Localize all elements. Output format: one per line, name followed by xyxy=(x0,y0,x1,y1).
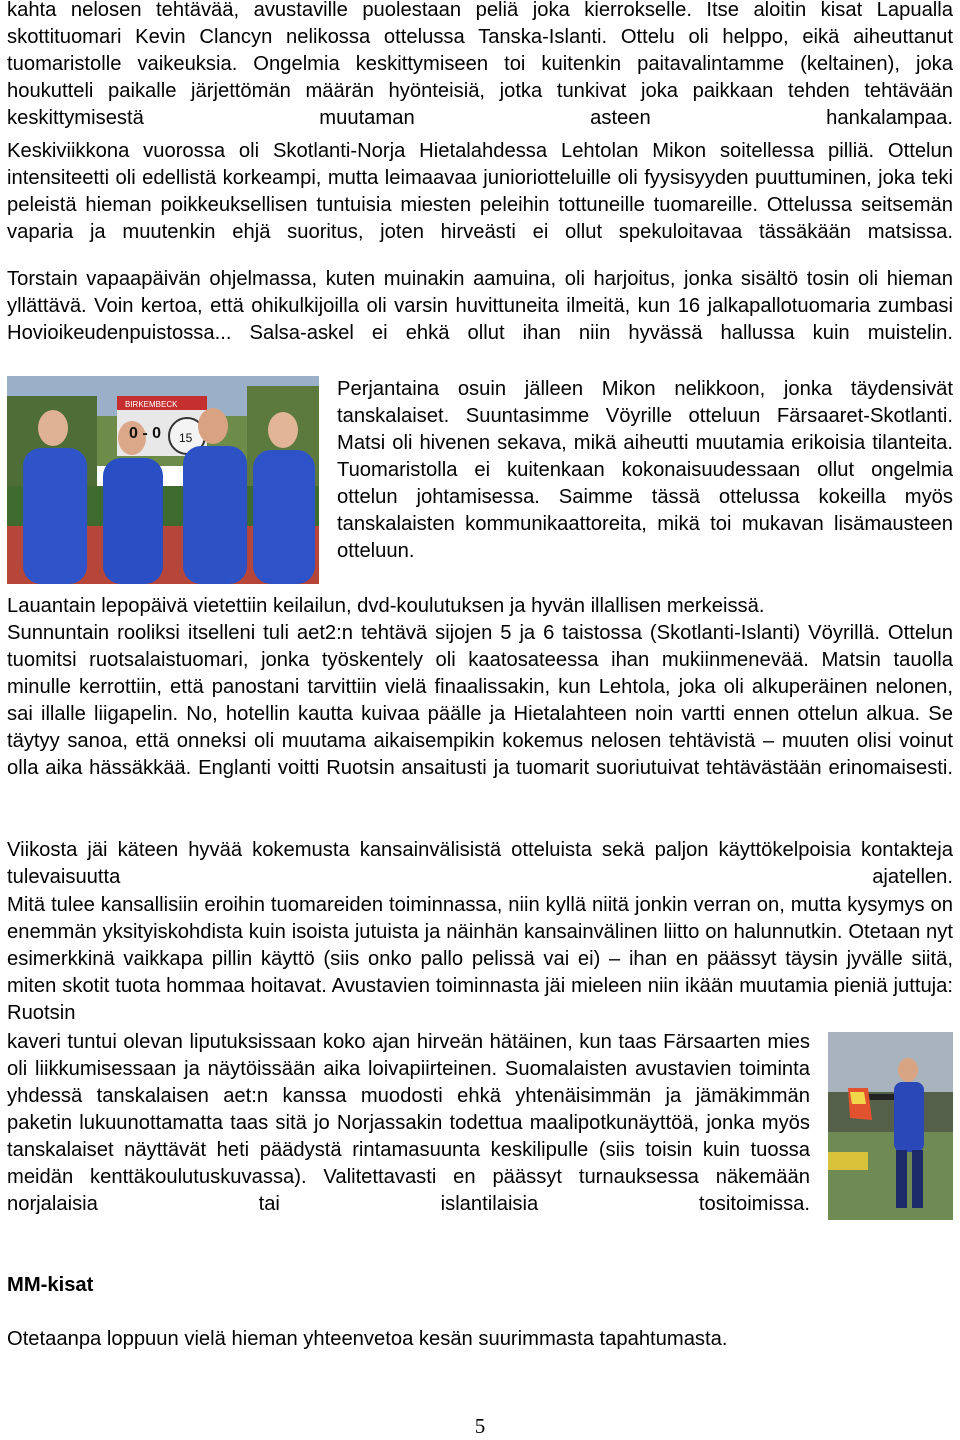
paragraph-summary: Viikosta jäi käteen hyvää kokemusta kansainvälisistä otteluista sekä paljon käyttökelpoisia kontakteja tulevaisuutta ajatellen. xyxy=(7,839,953,888)
section-heading: MM-kisat xyxy=(7,1274,94,1296)
scoreboard-clock: 15 xyxy=(179,431,193,445)
assistant-referee-photo xyxy=(828,1032,953,1220)
paragraph-differences: Mitä tulee kansallisiin eroihin tuomareiden toiminnassa, niin kyllä niitä jonkin verran on, mutta kysymys on enemmän yksityiskohdista kuin isoista jutuista ja näinhän kansainvälinen liitto on halunnutkin. Otetaan nyt esimerkkinä vaikkapa pillin käyttö (siis onko pallo pelissä vai ei) – ihan en päässyt täysin jyvälle siitä, miten skotit tuota hommaa hoitavat. Avustavien toiminnasta jäi mieleen niin ikään muutamia pieniä juttuja: Ruotsin xyxy=(7,894,953,1024)
paragraph-friday: Perjantaina osuin jälleen Mikon nelikkoon, jonka täydensivät tanskalaiset. Suuntasimme Vöyrille otteluun Färsaaret-Skotlanti. Matsi oli hivenen sekava, mikä aiheutti muutamia erikoisia tilanteita. Tuomaristolla ei kuitenkaan kokonaisuudessaan ollut ongelmia ottelun johtamisessa. Saimme tässä ottelussa kokeilla myös tanskalaisten kommunikaattoreita, mikä toi mukavan lisämausteen otteluun. xyxy=(337,378,953,562)
paragraph-tournament-start: kahta nelosen tehtävää, avustaville puolestaan peliä joka kierrokselle. Itse aloitin kisat Lapualla skottituomari Kevin Clancyn nelikossa ottelussa Tanska-Islanti. Ottelu oli helppo, eikä aiheuttanut tuomaristolle vaikeuksia. Ongelmia keskittymiseen toi kuitenkin paitavalintamme (keltainen), joka houkutteli paikalle järjettömän määrän hyönteisiä, jotka tunkivat joka paikkaan tehden tehtävään keskittymisestä muutaman asteen hankalampaa. xyxy=(7,0,953,129)
referees-photo xyxy=(7,376,319,584)
scoreboard-score: 0 - 0 xyxy=(129,425,162,442)
paragraph-closing: Otetaanpa loppuun vielä hieman yhteenvetoa kesän suurimmasta tapahtumasta. xyxy=(7,1328,728,1350)
paragraph-assistants: kaveri tuntui olevan liputuksissaan koko ajan hirveän hätäinen, kun taas Färsaarten mies oli liikkumisessaan ja näytöissään aika loivapiirteinen. Suomalaisten avustavien toiminta yhdessä tanskalaisen aet:n kanssa muodosti ehkä yhtenäisimmän ja jämäkimmän paketin lukuunottamatta taas sitä jo Norjassakin todettua maalipotkunäyttöä, jonka myös tanskalaiset näyttävät heti päädystä rintamasuunta keskilipulle (siis toisin kuin tuossa meidän kenttäkoulutuskuvassa). Valitettavasti en päässyt turnauksessa näkemään norjalaisia tai islantilaisia tositoimissa. xyxy=(7,1031,810,1215)
paragraph-wednesday: Keskiviikkona vuorossa oli Skotlanti-Norja Hietalahdessa Lehtolan Mikon soitellessa pilliä. Ottelun intensiteetti oli edellistä korkeampi, mutta leimaavaa junioriotteluille oli fyysisyyden puuttuminen, joka teki peleistä hieman poikkeuksellisen tuntuisia miesten peleihin tottuneille tuomareille. Ottelussa seitsemän vaparia ja muutenkin ehjä suoritus, joten hirveästi ei ollut spekuloitavaa tässäkään matsissa. xyxy=(7,140,953,243)
scoreboard-sign: BIRKEMBECK xyxy=(125,400,178,409)
paragraph-thursday: Torstain vapaapäivän ohjelmassa, kuten muinakin aamuina, oli harjoitus, jonka sisältö tosin oli hieman yllättävä. Voin kertoa, että ohikulkijoilla oli varsin huvittuneita ilmeitä, kun 16 jalkapallotuomaria zumbasi Hovioikeudenpuistossa... Salsa-askel ei ehkä ollut ihan niin hyvässä hallussa kuin muistelin. xyxy=(7,268,953,344)
paragraph-sunday: Sunnuntain rooliksi itselleni tuli aet2:n tehtävä sijojen 5 ja 6 taistossa (Skotlanti-Islanti) Vöyrillä. Ottelun tuomitsi ruotsalaistuomari, jonka työskentely oli kaatosateessa ihan mukiinmenevää. Matsin tauolla minulle kerrottiin, että panostani tarvittiin vielä finaalissakin, kun Lehtola, joka oli alkuperäinen nelonen, sai illalle liigapelin. No, hotellin kautta kuivaa päälle ja Hietalahteen noin vartti ennen ottelun alkua. Se täytyy sanoa, että onneksi oli muutama aikaisempikin kokemus nelosen tehtävistä – muuten olisi voinut olla aika hässäkkää. Englanti voitti Ruotsin ansaitusti ja tuomarit suoriutuivat tehtävästään erinomaisesti. xyxy=(7,622,953,779)
paragraph-saturday: Lauantain lepopäivä vietettiin keilailun, dvd-koulutuksen ja hyvän illallisen merkeissä. xyxy=(7,595,765,617)
page-number: 5 xyxy=(474,1414,486,1438)
